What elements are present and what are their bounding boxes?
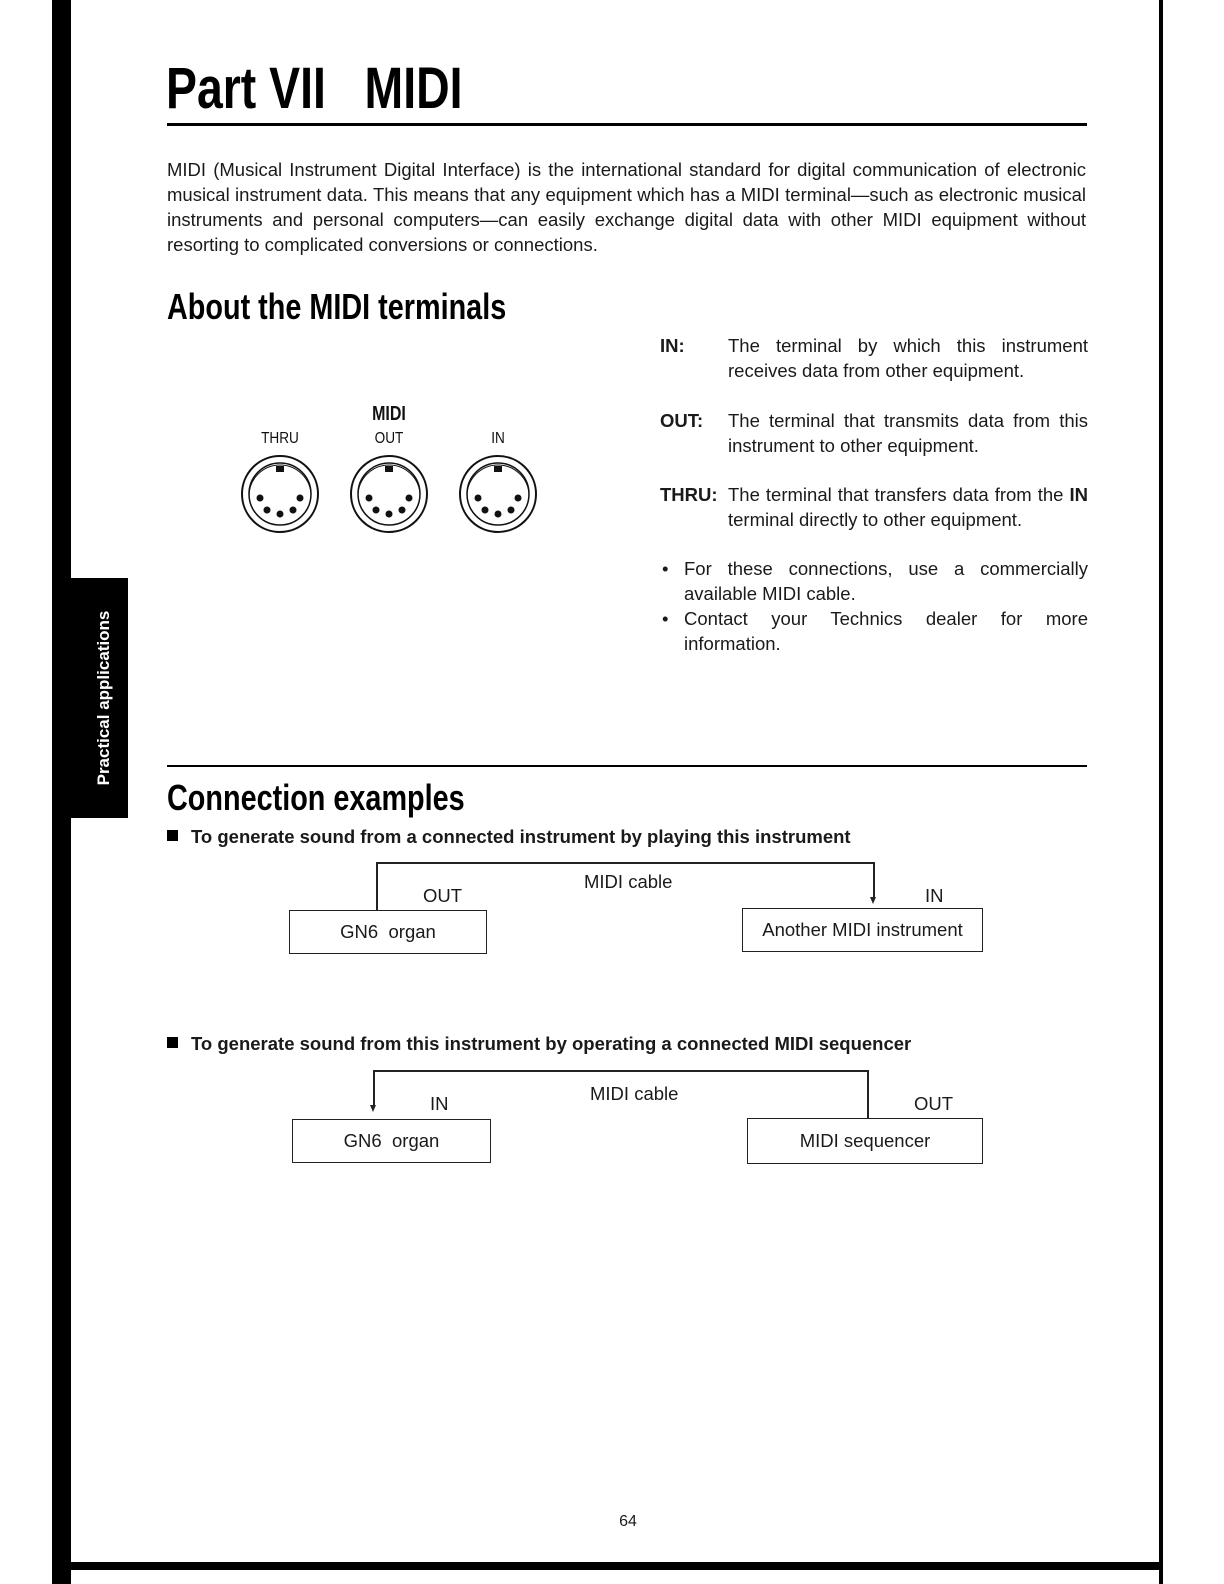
terminal-notes — [660, 556, 1088, 656]
definition-out — [660, 408, 1088, 458]
definition-out-label: OUT: — [660, 410, 704, 431]
definition-thru-text-before: The terminal that transfers data from the — [728, 484, 1064, 505]
side-tab — [52, 578, 128, 818]
midi-group-label: MIDI — [372, 402, 406, 425]
example1-cable-right-drop — [873, 862, 875, 898]
example2-cable-left-drop — [373, 1070, 375, 1106]
midi-connectors-diagram — [230, 396, 560, 536]
example1-left-port: OUT — [423, 885, 463, 906]
bullet-square-icon — [167, 1037, 178, 1048]
din-connector-icon-in — [460, 456, 536, 532]
arrow-down-icon — [370, 1105, 376, 1112]
definition-out-text: The terminal that transmits data from this instrument to other equipment. — [728, 410, 1088, 456]
definition-thru-bold-in: IN — [1069, 484, 1088, 505]
example1-right-port: IN — [925, 885, 944, 906]
example1-right-device: Another MIDI instrument — [742, 908, 983, 952]
example2-caption-text: To generate sound from this instrument by operating a connected MIDI sequencer — [191, 1033, 912, 1054]
example1-left-device: GN6 organ — [289, 910, 487, 954]
page-bottom-border — [52, 1562, 1163, 1570]
example2-right-port: OUT — [914, 1093, 954, 1114]
din-connector-icon-thru — [242, 456, 318, 532]
definition-in-text: The terminal by which this instrument receives data from other equipment. — [728, 335, 1088, 381]
example2-cable-right-drop — [867, 1070, 869, 1118]
example2-cable-label: MIDI cable — [590, 1083, 679, 1104]
port-label-out: OUT — [374, 430, 404, 448]
definition-thru-text-after: terminal directly to other equipment. — [728, 509, 1023, 530]
port-label-in: IN — [491, 430, 505, 448]
example2-caption — [167, 1033, 911, 1055]
section-rule — [167, 765, 1087, 767]
example1-caption — [167, 826, 851, 848]
terminals-heading: About the MIDI terminals — [167, 286, 507, 327]
definition-in-label: IN: — [660, 335, 685, 356]
definition-in — [660, 333, 1088, 383]
connections-heading: Connection examples — [167, 777, 465, 818]
definition-thru-label: THRU: — [660, 484, 718, 505]
example1-cable-label: MIDI cable — [584, 871, 673, 892]
port-label-thru: THRU — [261, 430, 299, 448]
example2-cable-line — [373, 1070, 869, 1072]
title-rule — [167, 123, 1087, 126]
example1-cable-left-drop — [376, 862, 378, 910]
page-number: 64 — [619, 1513, 637, 1530]
din-connector-icon-out — [351, 456, 427, 532]
example1-cable-line — [376, 862, 874, 864]
arrow-down-icon — [870, 897, 876, 904]
intro-paragraph: MIDI (Musical Instrument Digital Interface) is the international standard for digital communication of electronic musical instrument data. This means that any equipment which has a MIDI terminal—such as electronic musical instruments and personal computers—can easily exchange digital data with other MIDI equipment without resorting to complicated conversions or connections. — [167, 159, 1086, 255]
side-tab-label: Practical applications — [94, 610, 113, 786]
note-item: • Contact your Technics dealer for more information. — [660, 606, 1088, 656]
example2-right-device: MIDI sequencer — [747, 1118, 983, 1164]
definition-thru-text — [728, 482, 1088, 532]
example2-left-port: IN — [430, 1093, 449, 1114]
example2-left-device: GN6 organ — [292, 1119, 491, 1163]
page-right-border — [1159, 0, 1163, 1584]
example1-caption-text: To generate sound from a connected instrument by playing this instrument — [191, 826, 851, 847]
bullet-square-icon — [167, 830, 178, 841]
definition-thru — [660, 482, 1088, 532]
note-item: • For these connections, use a commercially available MIDI cable. — [660, 556, 1088, 606]
page-title: Part VII MIDI — [166, 56, 463, 121]
